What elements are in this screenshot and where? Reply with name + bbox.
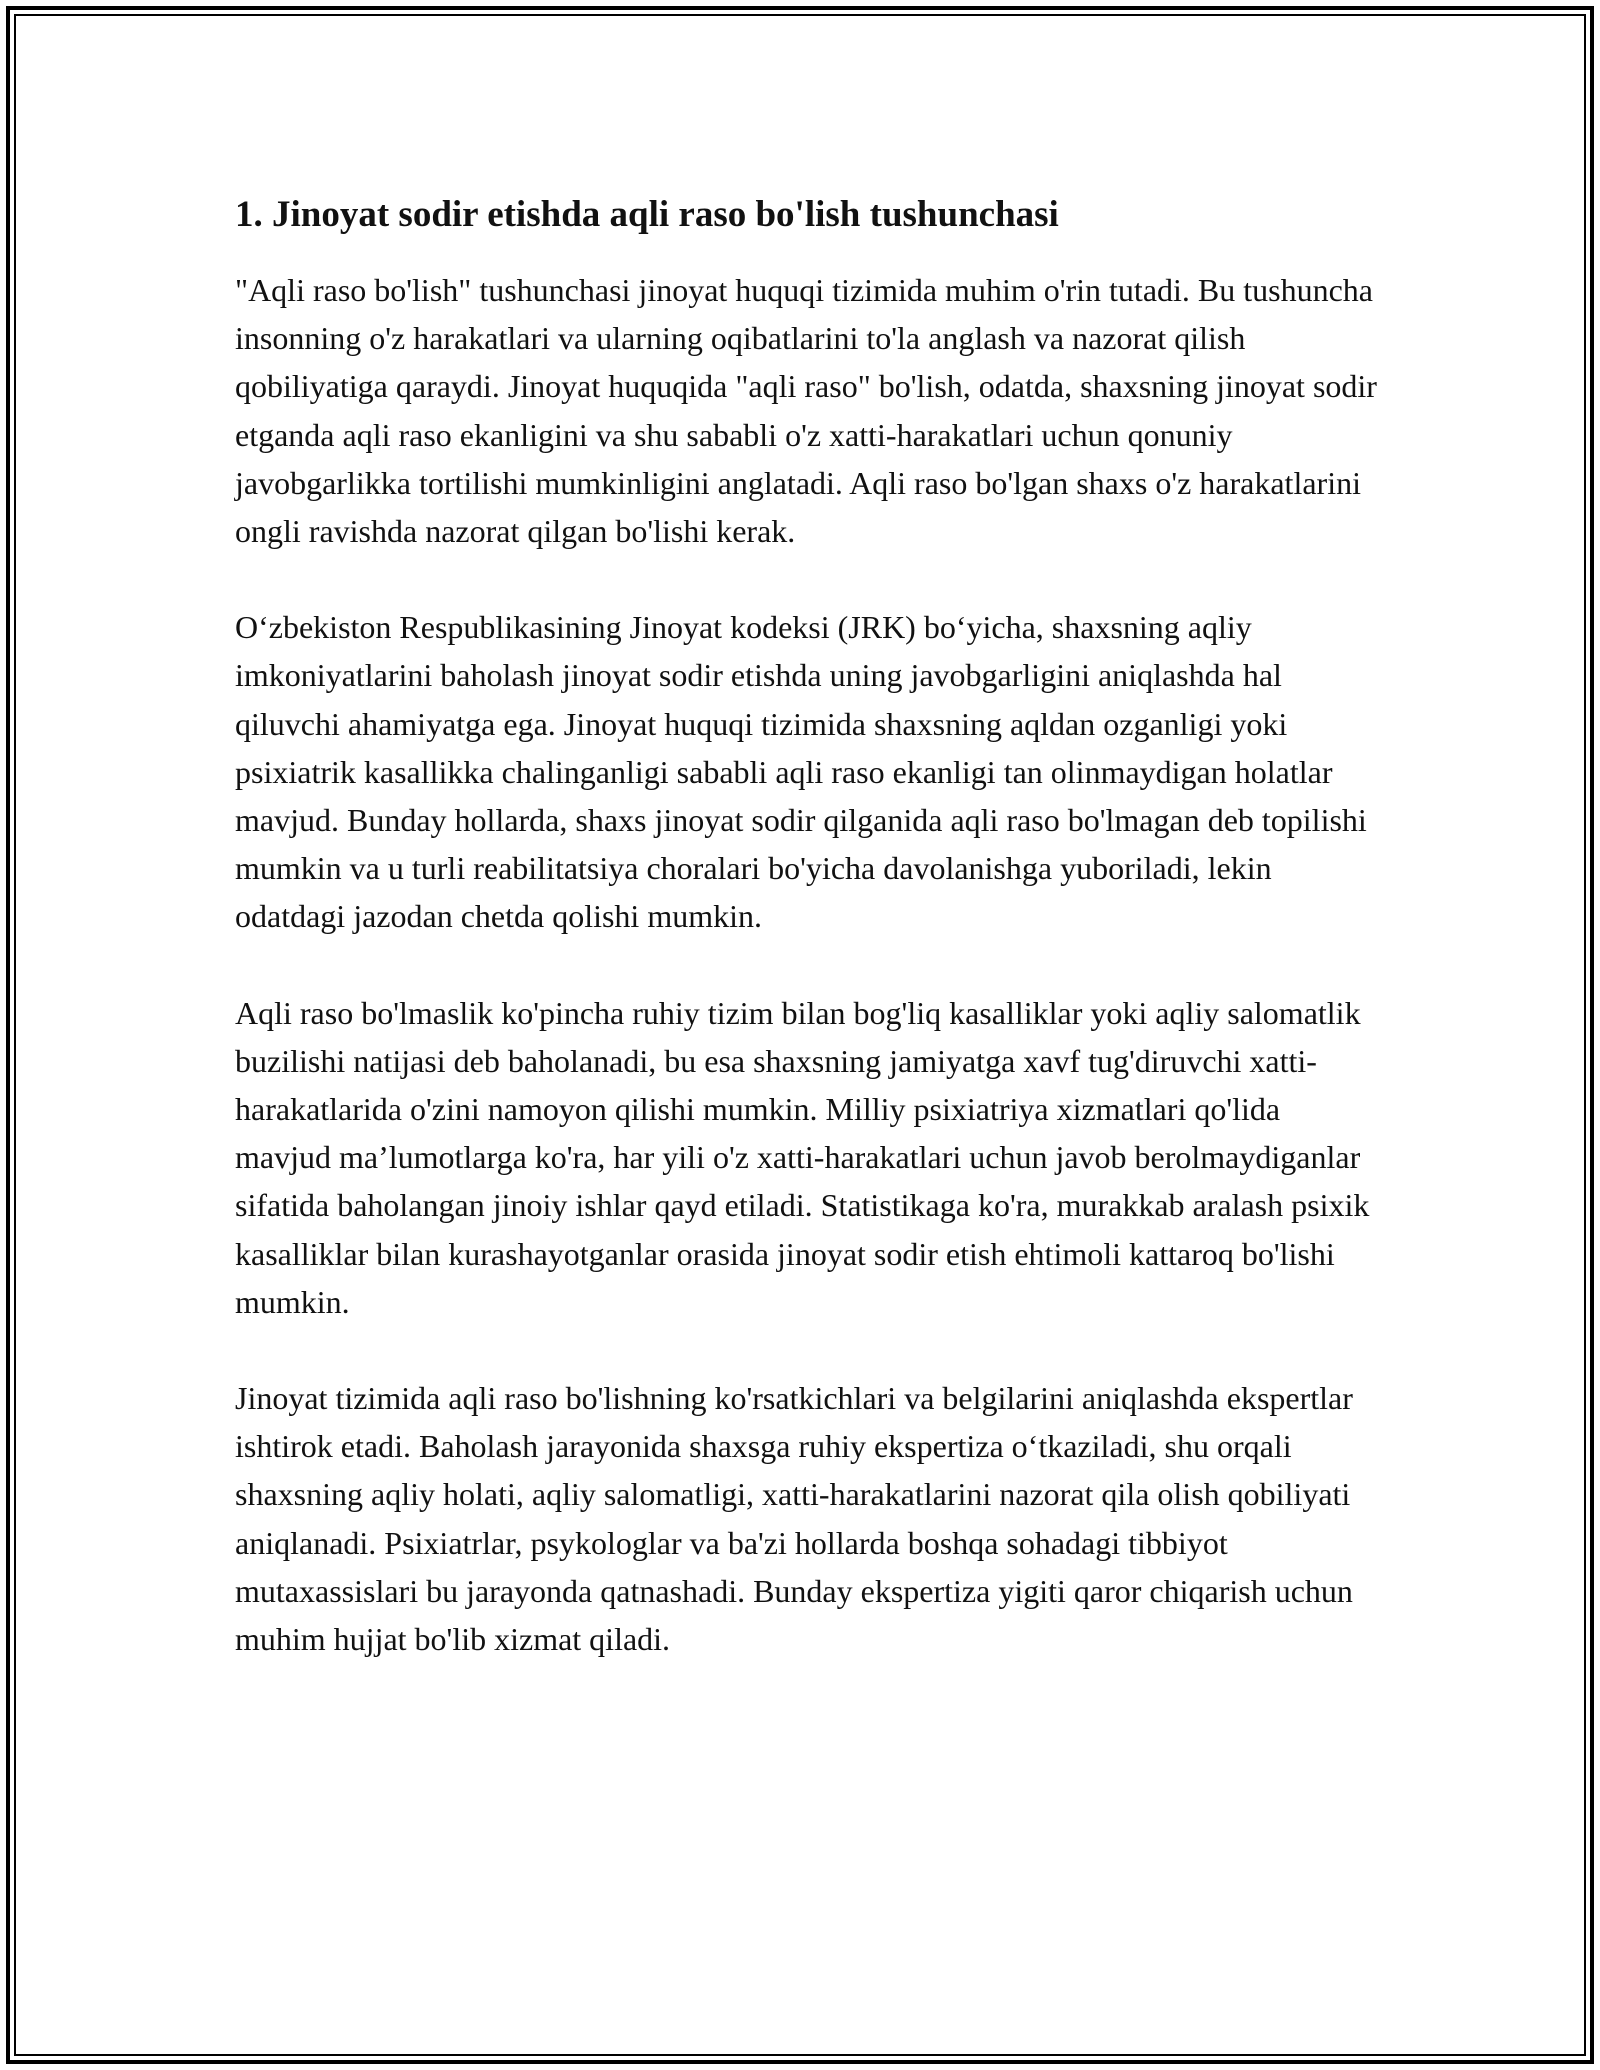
section-heading: 1. Jinoyat sodir etishda aqli raso bo'lish tushunchasi — [235, 194, 1059, 235]
paragraph-4: Jinoyat tizimida aqli raso bo'lishning ko'rsatkichlari va belgilarini aniqlashda ekspertlar ishtirok etadi. Baholash jarayonida shaxsga ruhiy ekspertiza o‘tkaziladi, shu orqali shaxsning aqliy holati, aqliy salomatligi, xatti-harakatlarini nazorat qila olish qobiliyati aniqlanadi. Psixiatrlar, psykologlar va ba'zi hollarda boshqa sohadagi tibbiyot mutaxassislari bu jarayonda qatnashadi. Bunday ekspertiza yigiti qaror chiqarish uchun muhim hujjat bo'lib xizmat qiladi. — [235, 1380, 1353, 1658]
document-body — [235, 186, 1380, 1711]
paragraph-2: O‘zbekiston Respublikasining Jinoyat kodeksi (JRK) bo‘yicha, shaxsning aqliy imkoniyatlarini baholash jinoyat sodir etishda uning javobgarligini aniqlashda hal qiluvchi ahamiyatga ega. Jinoyat huquqi tizimida shaxsning aqldan ozganligi yoki psixiatrik kasallikka chalinganligi sababli aqli raso ekanligi tan olinmaydigan holatlar mavjud. Bunday hollarda, shaxs jinoyat sodir qilganida aqli raso bo'lmagan deb topilishi mumkin va u turli reabilitatsiya choralari bo'yicha davolanishga yuboriladi, lekin odatdagi jazodan chetda qolishi mumkin. — [235, 609, 1367, 935]
paragraph-1: "Aqli raso bo'lish" tushunchasi jinoyat huquqi tizimida muhim o'rin tutadi. Bu tushuncha insonning o'z harakatlari va ularning oqibatlarini to'la anglash va nazorat qilish qobiliyatiga qaraydi. Jinoyat huquqida "aqli raso" bo'lish, odatda, shaxsning jinoyat sodir etganda aqli raso ekanligini va shu sababli o'z xatti-harakatlari uchun qonuniy javobgarlikka tortilishi mumkinligini anglatadi. Aqli raso bo'lgan shaxs o'z harakatlarini ongli ravishda nazorat qilgan bo'lishi kerak. — [235, 272, 1377, 550]
paragraph-3: Aqli raso bo'lmaslik ko'pincha ruhiy tizim bilan bog'liq kasalliklar yoki aqliy salomatlik buzilishi natijasi deb baholanadi, bu esa shaxsning jamiyatga xavf tug'diruvchi xatti-harakatlarida o'zini namoyon qilishi mumkin. Milliy psixiatriya xizmatlari qo'lida mavjud ma’lumotlarga ko'ra, har yili o'z xatti-harakatlari uchun javob berolmaydiganlar sifatida baholangan jinoiy ishlar qayd etiladi. Statistikaga ko'ra, murakkab aralash psixik kasalliklar bilan kurashayotganlar orasida jinoyat sodir etish ehtimoli kattaroq bo'lishi mumkin. — [235, 994, 1370, 1320]
